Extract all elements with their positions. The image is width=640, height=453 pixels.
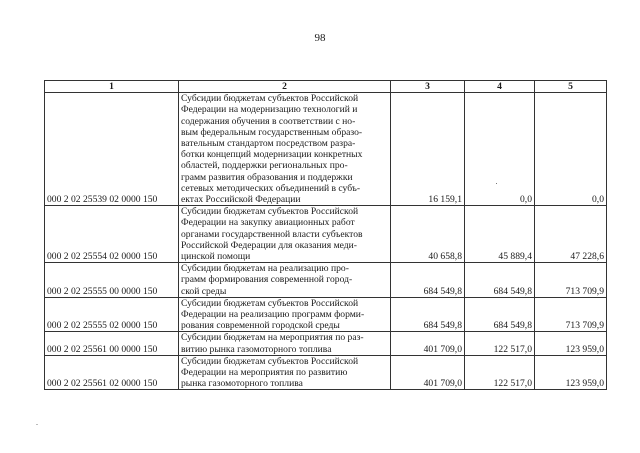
header-col-4: 4 <box>465 81 535 93</box>
description-cell <box>179 206 391 263</box>
header-col-1: 1 <box>45 81 179 93</box>
description-line: Федерации на реализацию программ форми- <box>181 309 365 321</box>
budget-table <box>44 80 607 390</box>
amount-col-3-cell: 401 709,0 <box>391 332 465 355</box>
scan-speck <box>36 424 38 425</box>
description-line: рования современной городской среды <box>181 320 340 332</box>
description-line: вым федеральным государственным образо- <box>181 126 363 138</box>
description-line: Российской Федерации для оказания меди- <box>181 239 357 251</box>
budget-code-cell: 000 2 02 25539 02 0000 150 <box>45 93 179 206</box>
description-line: витию рынка газомоторного топлива <box>181 343 332 355</box>
budget-code-cell: 000 2 02 25561 02 0000 150 <box>45 355 179 390</box>
budget-code-cell: 000 2 02 25555 00 0000 150 <box>45 263 179 298</box>
description-line: Федерации на закупку авиационных работ <box>181 217 355 229</box>
description-line: сетевых методических объединений в субъ- <box>181 182 361 194</box>
description-line: грамм развития образования и поддержки <box>181 171 353 183</box>
amount-col-4-cell: 122 517,0 <box>465 332 535 355</box>
budget-code-cell: 000 2 02 25561 00 0000 150 <box>45 332 179 355</box>
amount-col-5-cell: 713 709,9 <box>535 297 607 332</box>
header-col-5: 5 <box>535 81 607 93</box>
amount-col-3-cell: 16 159,1 <box>391 93 465 206</box>
amount-col-5-cell: 47 228,6 <box>535 206 607 263</box>
page-number: 98 <box>314 32 326 44</box>
table-row <box>45 355 607 390</box>
amount-col-4-cell: 684 549,8 <box>465 263 535 298</box>
description-line: вательным стандартом посредством разра- <box>181 138 356 150</box>
amount-col-5-cell: 0,0 <box>535 93 607 206</box>
description-line: содержания обучения в соответствии с но- <box>181 115 356 127</box>
description-cell <box>179 332 391 355</box>
description-line: Федерации на мероприятия по развитию <box>181 367 348 379</box>
description-line: грамм формирования современной город- <box>181 274 353 286</box>
description-line: ботки концепций модернизации конкретных <box>181 149 363 161</box>
table-row <box>45 263 607 298</box>
amount-col-4-cell: 45 889,4 <box>465 206 535 263</box>
header-col-3: 3 <box>391 81 465 93</box>
table-row <box>45 332 607 355</box>
description-line: органами государственной власти субъектов <box>181 228 363 240</box>
description-cell <box>179 93 391 206</box>
description-line: ектах Российской Федерации <box>181 194 301 206</box>
amount-col-4-cell: 0,0 <box>465 93 535 206</box>
table-row <box>45 206 607 263</box>
budget-code-cell: 000 2 02 25554 02 0000 150 <box>45 206 179 263</box>
amount-col-4-cell: 684 549,8 <box>465 297 535 332</box>
description-cell <box>179 355 391 390</box>
budget-code-cell: 000 2 02 25555 02 0000 150 <box>45 297 179 332</box>
description-line: ской среды <box>181 285 227 297</box>
description-cell <box>179 297 391 332</box>
table-row <box>45 297 607 332</box>
description-line: Субсидии бюджетам на мероприятия по раз- <box>181 332 364 344</box>
description-line: Субсидии бюджетам субъектов Российской <box>181 297 359 309</box>
scan-speck <box>496 183 497 184</box>
description-line: областей, поддержки региональных про- <box>181 160 348 172</box>
header-col-2: 2 <box>179 81 391 93</box>
amount-col-5-cell: 713 709,9 <box>535 263 607 298</box>
amount-col-3-cell: 684 549,8 <box>391 297 465 332</box>
amount-col-3-cell: 401 709,0 <box>391 355 465 390</box>
description-line: Субсидии бюджетам на реализацию про- <box>181 263 349 275</box>
amount-col-3-cell: 40 658,8 <box>391 206 465 263</box>
amount-col-3-cell: 684 549,8 <box>391 263 465 298</box>
description-line: Субсидии бюджетам субъектов Российской <box>181 206 359 218</box>
amount-col-4-cell: 122 517,0 <box>465 355 535 390</box>
amount-col-5-cell: 123 959,0 <box>535 355 607 390</box>
header-row <box>45 81 607 93</box>
description-line: рынка газомоторного топлива <box>181 378 303 390</box>
table-row <box>45 93 607 206</box>
description-line: Субсидии бюджетам субъектов Российской <box>181 93 359 105</box>
description-cell <box>179 263 391 298</box>
description-line: цинской помощи <box>181 251 251 263</box>
description-line: Федерации на модернизацию технологий и <box>181 104 358 116</box>
description-line: Субсидии бюджетам субъектов Российской <box>181 355 359 367</box>
amount-col-5-cell: 123 959,0 <box>535 332 607 355</box>
